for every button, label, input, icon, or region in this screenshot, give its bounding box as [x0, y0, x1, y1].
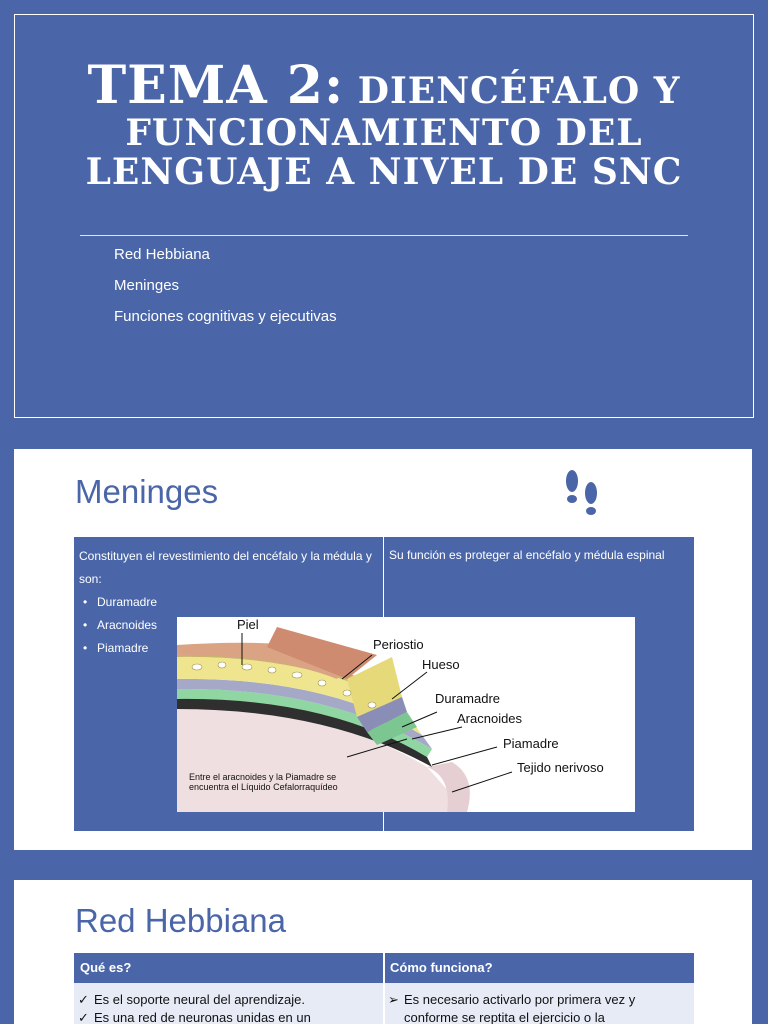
meninges-diagram — [177, 617, 635, 812]
right-column — [386, 991, 691, 1024]
list-item: • Piamadre — [79, 637, 374, 660]
title-part2: FUNCIONAMIENTO DEL — [125, 112, 643, 155]
slide-card — [14, 880, 752, 1024]
hebbiana-table — [74, 953, 694, 1024]
title-part1: DIENCÉFALO Y — [344, 70, 681, 112]
slide-title: Red Hebbiana — [75, 902, 286, 939]
label-tejido-nervioso: Tejido nerivoso — [517, 760, 604, 775]
footprints-icon — [560, 467, 604, 523]
header-como-funciona: Cómo funciona? — [390, 960, 493, 975]
label-aracnoides: Aracnoides — [457, 711, 523, 726]
red-hebbiana-slide — [0, 866, 768, 1024]
label-periostio: Periostio — [373, 637, 424, 652]
right-cell: Su función es proteger al encéfalo y médula espinal — [389, 548, 665, 562]
label-piel: Piel — [237, 617, 259, 632]
topic-item: Funciones cognitivas y ejecutivas — [114, 308, 337, 325]
list-item: conforme se reptita el ejercicio o la — [404, 1010, 605, 1024]
header-que-es: Qué es? — [80, 960, 132, 975]
label-piamadre: Piamadre — [503, 736, 559, 751]
label-hueso: Hueso — [422, 657, 460, 672]
title-divider — [80, 235, 688, 236]
topic-item: Meninges — [114, 277, 180, 294]
diagram-note: Entre el aracnoides y la Piamadre se encuentra el Líquido Cefalorraquídeo — [189, 772, 338, 792]
title-slide — [0, 0, 768, 432]
left-text: Constituyen el revestimiento del encéfalo y la médula y son: — [79, 549, 372, 586]
list-item: ✓ Es una red de neuronas unidas en un — [76, 1009, 376, 1024]
slide-title: Meninges — [75, 473, 219, 510]
column-divider — [383, 953, 385, 1024]
list-item: • Aracnoides — [79, 614, 374, 637]
topic-item: Red Hebbiana — [114, 246, 210, 263]
slide-card — [14, 449, 752, 850]
list-item: ➢ Es necesario activarlo por primera vez y — [386, 991, 691, 1009]
list-item: ✓ Es el soporte neural del aprendizaje. — [76, 991, 376, 1009]
title-part3: LENGUAJE A NIVEL DE SNC — [85, 151, 683, 194]
topic-list — [114, 246, 337, 339]
left-column — [76, 991, 376, 1024]
label-duramadre: Duramadre — [435, 691, 501, 706]
meninges-slide — [0, 433, 768, 866]
list-item: • Duramadre — [79, 591, 374, 614]
slide-title — [30, 55, 738, 194]
title-tema: TEMA 2: — [87, 55, 345, 116]
